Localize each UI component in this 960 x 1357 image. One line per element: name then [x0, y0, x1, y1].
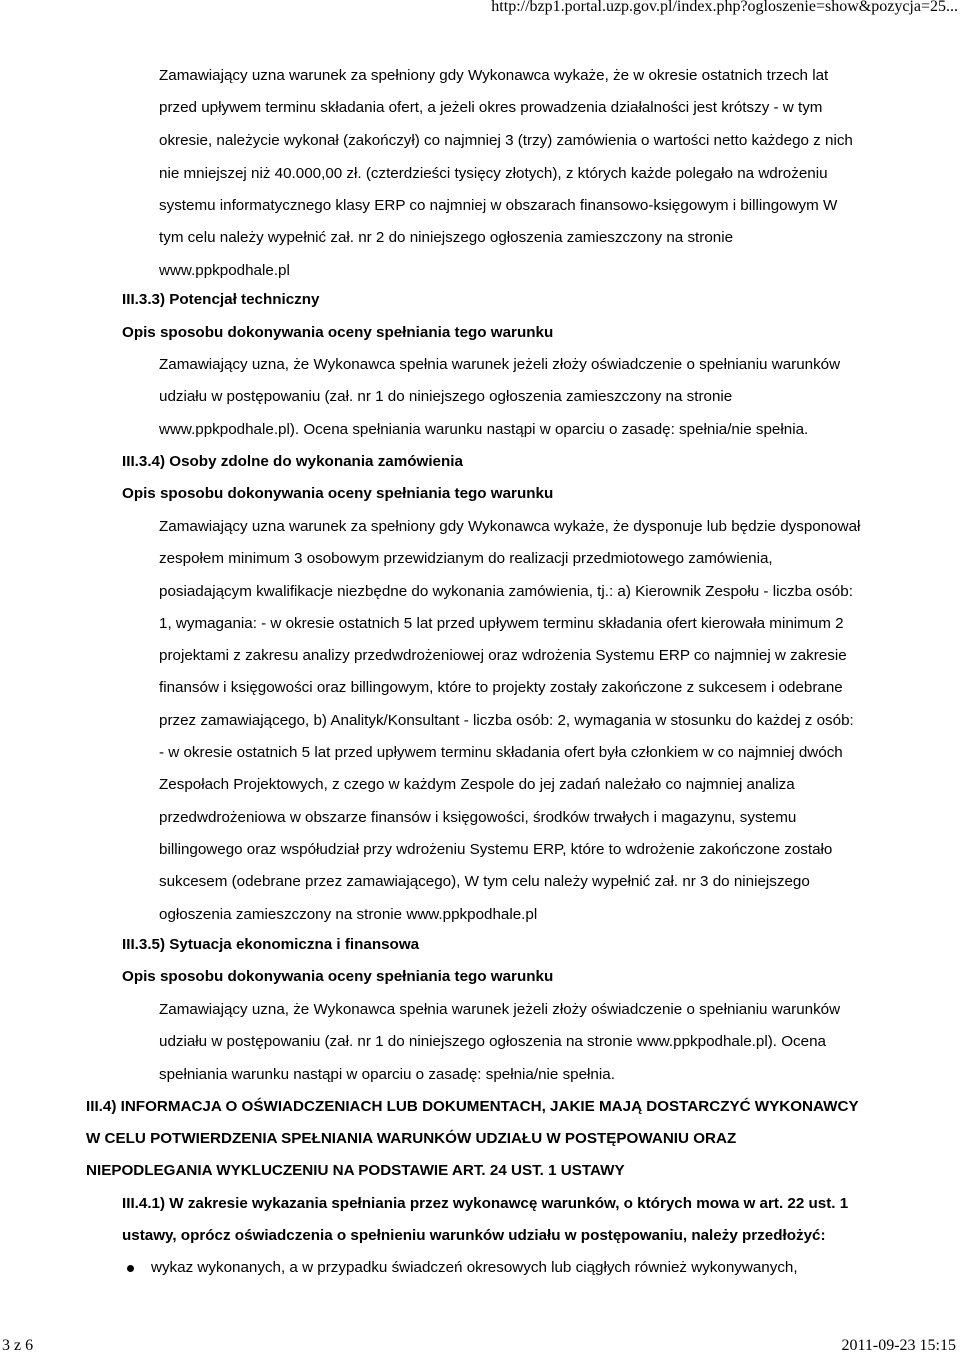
text-line: billingowego oraz współudział przy wdrożeniu Systemu ERP, które to wdrożenie zakończone zostało — [159, 841, 833, 858]
text-line: tym celu należy wypełnić zał. nr 2 do niniejszego ogłoszenia zamieszczony na stronie — [159, 229, 734, 246]
text-line: www.ppkpodhale.pl — [159, 262, 290, 279]
print-datetime: 2011-09-23 15:15 — [841, 1337, 956, 1354]
section-heading: III.3.5) Sytuacja ekonomiczna i finansowa — [122, 936, 420, 953]
text-line: Zamawiający uzna, że Wykonawca spełnia warunek jeżeli złoży oświadczenie o spełnianiu warunków — [159, 356, 841, 373]
text-line: Zamawiający uzna warunek za spełniony gdy Wykonawca wykaże, że dysponuje lub będzie dysponował — [159, 518, 861, 535]
text-line: udziału w postępowaniu (zał. nr 1 do niniejszego ogłoszenia zamieszczony na stronie — [159, 388, 733, 405]
text-line: posiadającym kwalifikacje niezbędne do wykonania zamówienia, tj.: a) Kierownik Zespołu - liczba osób: — [159, 583, 853, 600]
subsection-heading: Opis sposobu dokonywania oceny spełniania tego warunku — [122, 968, 554, 985]
text-line: spełniania warunku nastąpi w oparciu o zasadę: spełnia/nie spełnia. — [159, 1066, 615, 1083]
text-line: zespołem minimum 3 osobowym przewidzianym do realizacji przedmiotowego zamówienia, — [159, 550, 773, 567]
section-heading: III.4) INFORMACJA O OŚWIADCZENIACH LUB DOKUMENTACH, JAKIE MAJĄ DOSTARCZYĆ WYKONAWCY — [86, 1098, 859, 1115]
subsection-heading: Opis sposobu dokonywania oceny spełniania tego warunku — [122, 324, 554, 341]
text-line: projektami z zakresu analizy przedwdrożeniowej oraz wdrożenia Systemu ERP co najmniej w zakresie — [159, 647, 847, 664]
text-line: - w okresie ostatnich 5 lat przed upływem terminu składania ofert była członkiem w co najmniej dwóch — [159, 744, 843, 761]
text-line: sukcesem (odebrane przez zamawiającego), W tym celu należy wypełnić zał. nr 3 do niniejszego — [159, 873, 810, 890]
section-heading: III.3.3) Potencjał techniczny — [122, 291, 320, 308]
page-number: 3 z 6 — [2, 1337, 34, 1354]
section-heading: III.3.4) Osoby zdolne do wykonania zamówienia — [122, 453, 463, 470]
list-item: wykaz wykonanych, a w przypadku świadczeń okresowych lub ciągłych również wykonywanych, — [151, 1259, 798, 1276]
section-heading: NIEPODLEGANIA WYKLUCZENIU NA PODSTAWIE ART. 24 UST. 1 USTAWY — [86, 1162, 625, 1179]
text-line: ogłoszenia zamieszczony na stronie www.ppkpodhale.pl — [159, 906, 538, 923]
text-line: 1, wymagania: - w okresie ostatnich 5 lat przed upływem terminu składania ofert kierowała minimum 2 — [159, 615, 844, 632]
text-line: okresie, należycie wykonał (zakończył) co najmniej 3 (trzy) zamówienia o wartości netto każdego z nich — [159, 132, 853, 149]
text-line: przed upływem terminu składania ofert, a jeżeli okres prowadzenia działalności jest krótszy - w tym — [159, 99, 823, 116]
header-url: http://bzp1.portal.uzp.gov.pl/index.php?ogloszenie=show&pozycja=25... — [491, 0, 958, 15]
text-line: www.ppkpodhale.pl). Ocena spełniania warunku nastąpi w oparciu o zasadę: spełnia/nie spełnia. — [159, 421, 809, 438]
subsection-heading: Opis sposobu dokonywania oceny spełniania tego warunku — [122, 485, 554, 502]
subsection-heading: III.4.1) W zakresie wykazania spełniania przez wykonawcę warunków, o których mowa w art. 22 ust. 1 — [122, 1195, 849, 1212]
text-line: przedwdrożeniowa w obszarze finansów i księgowości, środków trwałych i magazynu, systemu — [159, 809, 797, 826]
text-line: Zamawiający uzna, że Wykonawca spełnia warunek jeżeli złoży oświadczenie o spełnianiu warunków — [159, 1001, 841, 1018]
section-heading: W CELU POTWIERDZENIA SPEŁNIANIA WARUNKÓW UDZIAŁU W POSTĘPOWANIU ORAZ — [86, 1130, 737, 1147]
text-line: nie mniejszej niż 40.000,00 zł. (czterdzieści tysięcy złotych), z których każde polegało na wdrożeniu — [159, 165, 828, 182]
text-line: udziału w postępowaniu (zał. nr 1 do niniejszego ogłoszenia na stronie www.ppkpodhale.pl). Ocena — [159, 1033, 826, 1050]
text-line: Zamawiający uzna warunek za spełniony gdy Wykonawca wykaże, że w okresie ostatnich trzech lat — [159, 67, 829, 84]
subsection-heading: ustawy, oprócz oświadczenia o spełnieniu warunków udziału w postępowaniu, należy przedłożyć: — [122, 1227, 826, 1244]
text-line: Zespołach Projektowych, z czego w każdym Zespole do jej zadań należało co najmniej analiza — [159, 776, 795, 793]
text-line: przez zamawiającego, b) Analityk/Konsultant - liczba osób: 2, wymagania w stosunku do każdej z osób: — [159, 712, 854, 729]
bullet-icon — [127, 1265, 134, 1272]
text-line: systemu informatycznego klasy ERP co najmniej w obszarach finansowo-księgowym i billingowym W — [159, 197, 838, 214]
text-line: finansów i księgowości oraz billingowym, które to projekty zostały zakończone z sukcesem i odebrane — [159, 679, 843, 696]
